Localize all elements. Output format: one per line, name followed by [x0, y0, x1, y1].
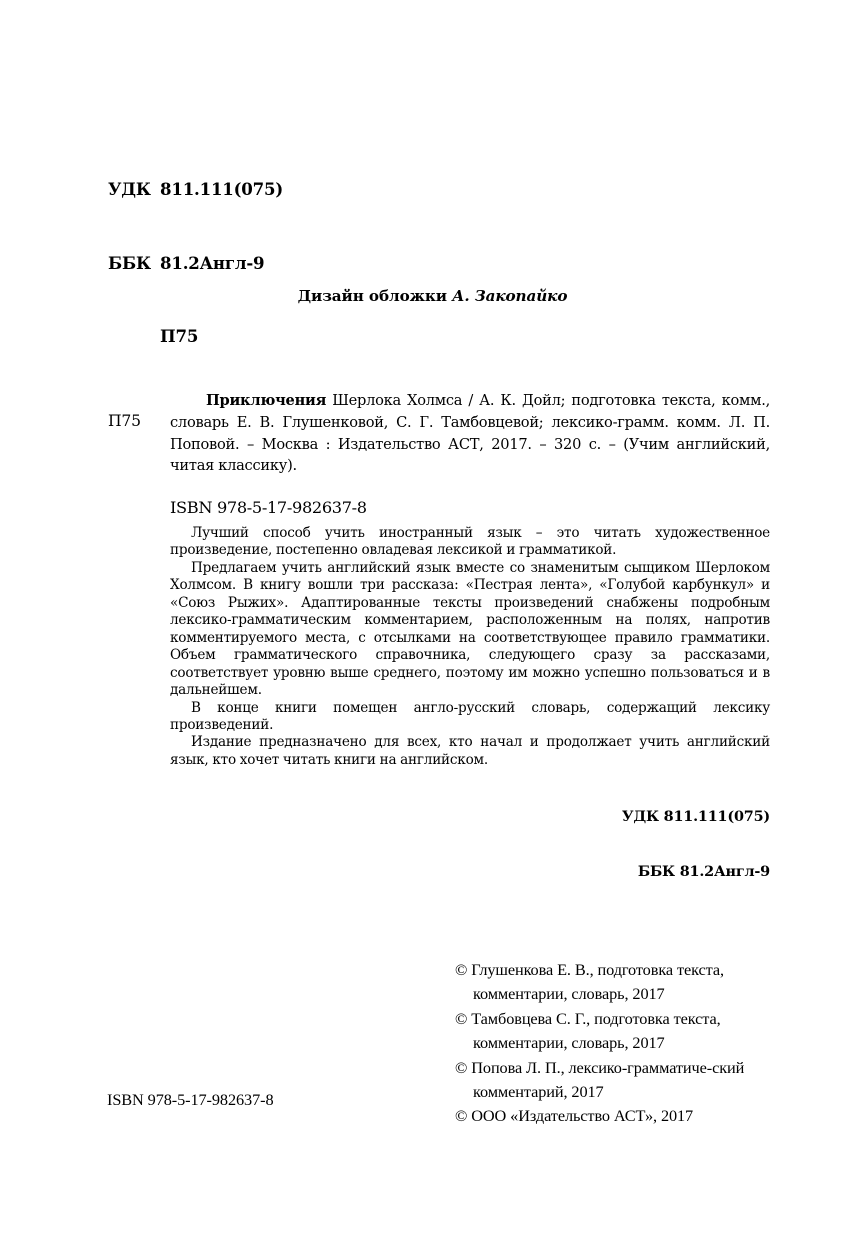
cover-designer-name: А. Закопайко [452, 287, 568, 305]
annotation-block [170, 525, 770, 769]
copyright-line: © ООО «Издательство АСТ», 2017 [455, 1106, 694, 1126]
udk-row [108, 177, 283, 202]
bibliographic-description [170, 390, 770, 477]
bibliographic-index: П75 [108, 412, 141, 430]
copyright-line: © Тамбовцева С. Г., подготовка текста, комментарии, словарь, 2017 [455, 1008, 725, 1053]
bbk-row [108, 251, 283, 276]
isbn-main: ISBN 978-5-17-982637-8 [170, 498, 367, 517]
author-sign-value: П75 [160, 326, 199, 346]
bbk-footer-line: ББК 81.2Англ-9 [637, 863, 770, 881]
bbk-label: ББК [108, 252, 151, 273]
annotation-paragraph: Лучший способ учить иностранный язык – это читать художественное произведение, постепенно овладевая лексикой и грамматикой. [170, 525, 770, 559]
bibliographic-details: Шерлока Холмса / А. К. Дойл; подготовка текста, комм., словарь Е. В. Глушенковой, С. Г. Тамбовцевой; лексико-грамм. комм. Л. П. Поповой. – Москва : Издательство АСТ, 2017. – 320 с. – (Учим английский, читая классику). [170, 392, 770, 475]
annotation-paragraph: Издание предназначено для всех, кто начал и продолжает учить английский язык, кто хочет читать книги на английском. [170, 734, 770, 768]
bibliographic-title: Приключения [206, 392, 327, 409]
udk-footer-line: УДК 811.111(075) [621, 807, 770, 825]
copyright-line: © Глушенкова Е. В., подготовка текста, комментарии, словарь, 2017 [455, 960, 728, 1004]
annotation-paragraph: В конце книги помещен англо-русский словарь, содержащий лексику произведений. [170, 699, 770, 733]
cover-designer-label: Дизайн обложки [297, 287, 447, 305]
copyright-line: © Попова Л. П., лексико-грамматиче-ский комментарий, 2017 [455, 1057, 749, 1102]
classification-header [108, 128, 283, 398]
annotation-paragraph: Предлагаем учить английский язык вместе со знаменитым сыщиком Шерлоком Холмсом. В книгу вошли три рассказа: «Пестрая лента», «Голубой карбункул» и «Союз Рыжих». Адаптированные тексты произведений снабжены подробным лексико-грамматическим комментарием, расположенным на полях, напротив комментируемого места, с отсылками на соответствующее правило грамматики. Объем грамматического справочника, следующего сразу за рассказами, соответствует уровню выше среднего, поэтому им можно успешно пользоваться и в дальнейшем. [170, 559, 770, 699]
udk-label: УДК [108, 179, 151, 199]
isbn-footer: ISBN 978-5-17-982637-8 [107, 1090, 274, 1109]
bibliographic-record [108, 390, 770, 477]
udk-value: 811.111(075) [160, 179, 283, 199]
bbk-value: 81.2Англ-9 [160, 252, 265, 273]
author-sign-row [108, 324, 283, 349]
copyright-block [455, 958, 775, 1129]
classification-footer [603, 789, 770, 901]
cover-designer-credit [0, 287, 845, 305]
